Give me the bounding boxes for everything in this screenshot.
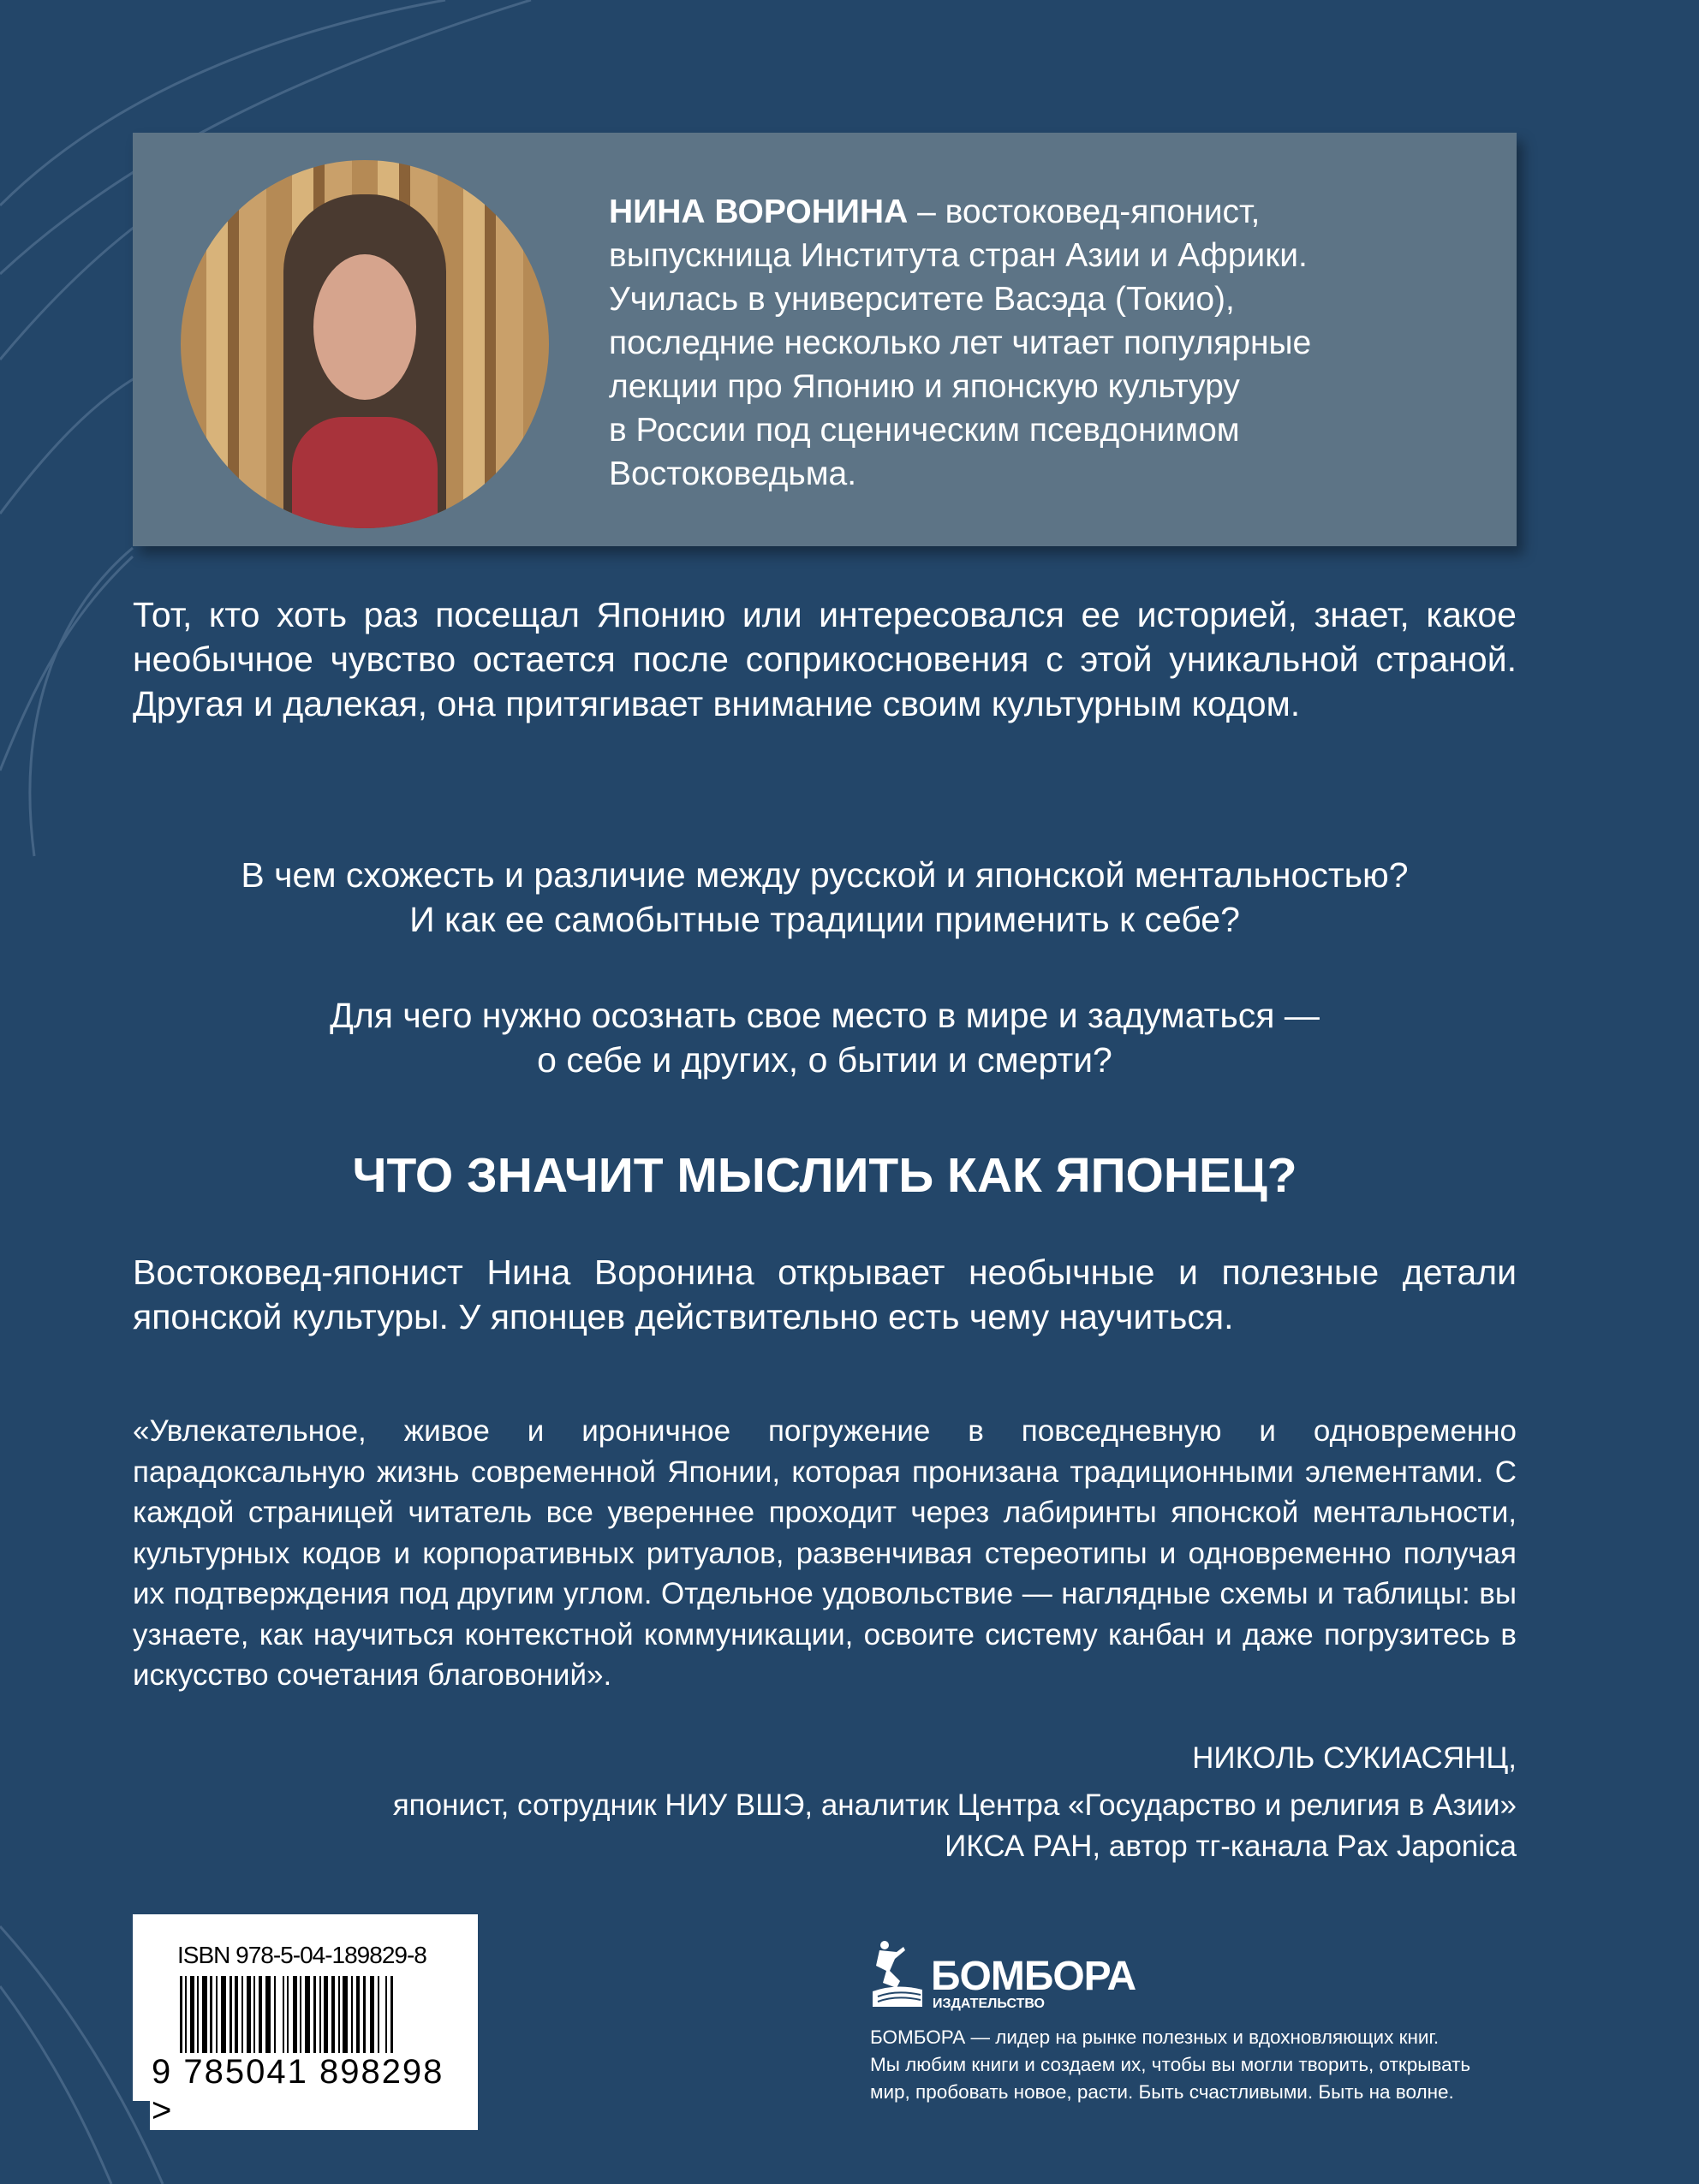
author-photo: [181, 160, 549, 528]
bio-line: лекции про Японию и японскую культуру: [609, 368, 1240, 405]
bio-line: последние несколько лет читает популярные: [609, 324, 1312, 361]
question-1: [133, 853, 1517, 942]
headline: ЧТО ЗНАЧИТ МЫСЛИТЬ КАК ЯПОНЕЦ?: [352, 1148, 1297, 1203]
isbn-label: ISBN 978-5-04-189829-8: [177, 1942, 426, 1968]
author-name: НИНА ВОРОНИНА: [609, 193, 909, 230]
publisher-line: БОМБОРА — лидер на рынке полезных и вдохновляющих книг.: [870, 2026, 1440, 2048]
summary-paragraph: Востоковед-японист Нина Воронина открывает необычные и полезные детали японской культуры. У японцев действительно есть чему научиться.: [133, 1253, 1517, 1336]
question-line: В чем схожесть и различие между русской и японской ментальностью?: [241, 855, 1409, 895]
question-2: [133, 993, 1517, 1082]
bio-line: в России под сценическим псевдонимом: [609, 412, 1240, 449]
bio-line: Востоковедьма.: [609, 455, 857, 492]
publisher-name: БОМБОРА: [931, 1954, 1136, 1999]
quote-author-line: японист, сотрудник НИУ ВШЭ, аналитик Центра «Государство и религия в Азии»: [392, 1788, 1517, 1822]
author-bio: [609, 190, 1499, 496]
isbn-digits: 9 785041 898298 >: [150, 2053, 478, 2130]
bio-line: выпускница Института стран Азии и Африки.: [609, 237, 1308, 274]
publisher-figure-icon: [871, 1940, 926, 2007]
intro-paragraph: Тот, кто хоть раз посещал Японию или интересовался ее историей, знает, какое необычное чувство остается после соприкосновения с этой уникальной страной. Другая и далекая, она притягивает внимание своим культурным кодом.: [133, 595, 1517, 723]
quote-author-name: НИКОЛЬ СУКИАСЯНЦ,: [1192, 1741, 1517, 1775]
publisher-line: мир, пробовать новое, расти. Быть счастливыми. Быть на волне.: [870, 2081, 1454, 2103]
question-line: Для чего нужно осознать свое место в мире и задуматься —: [330, 996, 1320, 1035]
question-line: И как ее самобытные традиции применить к себе?: [409, 900, 1240, 939]
quote-author-line: ИКСА РАН, автор тг-канала Pax Japonica: [945, 1830, 1517, 1863]
bio-line: – востоковед-японист,: [908, 193, 1261, 230]
question-line: о себе и других, о бытии и смерти?: [537, 1040, 1112, 1080]
publisher-logo: [871, 1940, 1136, 2011]
publisher-subtitle: ИЗДАТЕЛЬСТВО: [933, 1997, 1045, 2011]
review-quote: «Увлекательное, живое и ироничное погружение в повседневную и одновременно парадоксальную жизнь современной Японии, которая пронизана традиционными элементами. С каждой страницей читатель все увереннее проходит через лабиринты японской ментальности, культурных кодов и корпоративных ритуалов, развенчивая стереотипы и одновременно получая их подтверждения под другим углом. Отдельное удовольствие — наглядные схемы и таблицы: вы узнаете, как научиться контекстной коммуникации, освоите систему канбан и даже погрузитесь в искусство сочетания благовоний».: [133, 1414, 1517, 1692]
publisher-description: [870, 2024, 1555, 2106]
bio-line: Училась в университете Васэда (Токио),: [609, 281, 1235, 318]
publisher-line: Мы любим книги и создаем их, чтобы вы могли творить, открывать: [870, 2054, 1471, 2075]
isbn-barcode: [133, 1914, 478, 2129]
